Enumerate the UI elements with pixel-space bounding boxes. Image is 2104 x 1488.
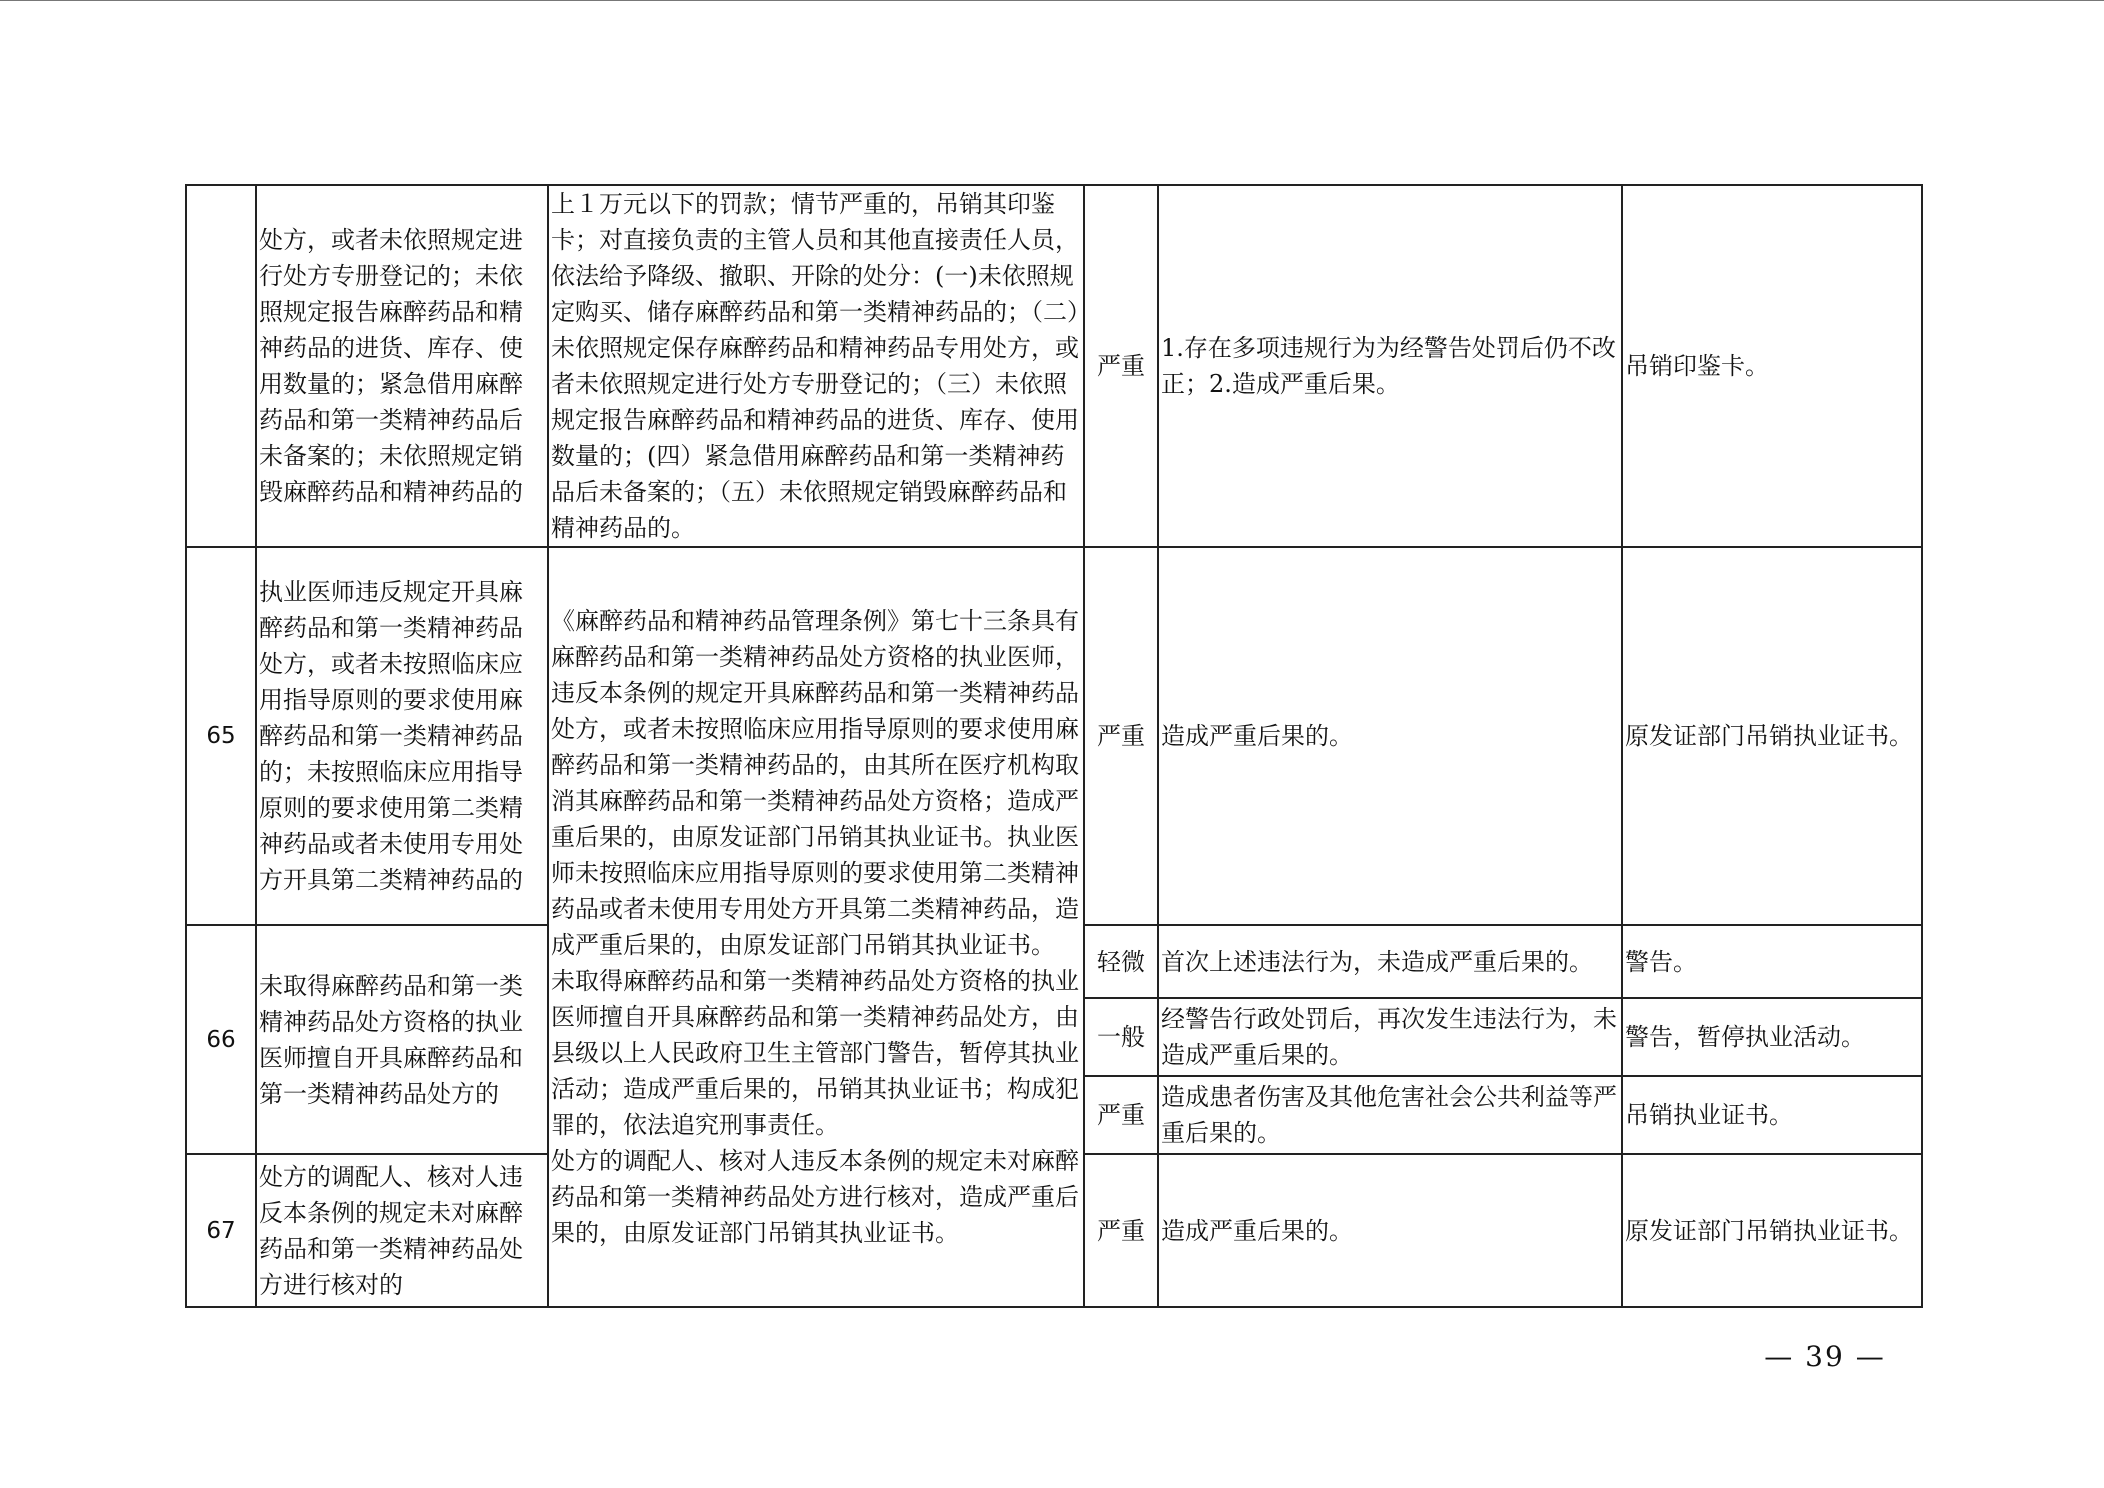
row-number: 65 <box>186 547 256 925</box>
severity-level: 严重 <box>1084 185 1158 547</box>
severity-level: 严重 <box>1084 1076 1158 1154</box>
penalty-cell: 吊销印鉴卡。 <box>1622 185 1922 547</box>
severity-level: 轻微 <box>1084 925 1158 998</box>
circumstance-cell: 造成严重后果的。 <box>1158 1154 1622 1307</box>
violation-cell: 执业医师违反规定开具麻醉药品和第一类精神药品处方，或者未按照临床应用指导原则的要求使用麻醉药品和第一类精神药品的；未按照临床应用指导原则的要求使用第二类精神药品或者未使用专用处方开具第二类精神药品的 <box>256 547 548 925</box>
severity-level: 一般 <box>1084 998 1158 1076</box>
penalty-cell: 警告，暂停执业活动。 <box>1622 998 1922 1076</box>
penalty-cell: 原发证部门吊销执业证书。 <box>1622 547 1922 925</box>
penalty-standard-table <box>185 184 1923 1308</box>
penalty-cell: 原发证部门吊销执业证书。 <box>1622 1154 1922 1307</box>
severity-level: 严重 <box>1084 1154 1158 1307</box>
severity-level: 严重 <box>1084 547 1158 925</box>
circumstance-cell: 造成患者伤害及其他危害社会公共利益等严重后果的。 <box>1158 1076 1622 1154</box>
circumstance-cell: 经警告行政处罚后，再次发生违法行为，未造成严重后果的。 <box>1158 998 1622 1076</box>
legal-basis-cell <box>548 547 1084 1307</box>
page-number: — 39 — <box>1764 1340 1886 1373</box>
table-row <box>186 185 1922 547</box>
penalty-cell: 吊销执业证书。 <box>1622 1076 1922 1154</box>
row-number <box>186 185 256 547</box>
violation-cell: 处方，或者未依照规定进行处方专册登记的；未依照规定报告麻醉药品和精神药品的进货、库存、使用数量的；紧急借用麻醉药品和第一类精神药品后未备案的；未依照规定销毁麻醉药品和精神药品的 <box>256 185 548 547</box>
basis-unqualified-prescriber: 未取得麻醉药品和第一类精神药品处方资格的执业医师擅自开具麻醉药品和第一类精神药品处方，由县级以上人民政府卫生主管部门警告，暂停其执业活动；造成严重后果的，吊销其执业证书；构成犯罪的，依法追究刑事责任。 <box>551 967 1079 1139</box>
violation-cell: 未取得麻醉药品和第一类精神药品处方资格的执业医师擅自开具麻醉药品和第一类精神药品处方的 <box>256 925 548 1154</box>
legal-basis-cell: 上１万元以下的罚款；情节严重的，吊销其印鉴卡；对直接负责的主管人员和其他直接责任人员，依法给予降级、撤职、开除的处分：(一)未依照规定购买、储存麻醉药品和第一类精神药品的；（二）未依照规定保存麻醉药品和精神药品专用处方，或者未依照规定进行处方专册登记的；（三）未依照规定报告麻醉药品和精神药品的进货、库存、使用数量的；(四）紧急借用麻醉药品和第一类精神药品后未备案的；（五）未依照规定销毁麻醉药品和精神药品的。 <box>548 185 1084 547</box>
circumstance-cell: 造成严重后果的。 <box>1158 547 1622 925</box>
circumstance-cell: 1.存在多项违规行为为经警告处罚后仍不改正；2.造成严重后果。 <box>1158 185 1622 547</box>
row-number: 67 <box>186 1154 256 1307</box>
basis-article-73: 《麻醉药品和精神药品管理条例》第七十三条具有麻醉药品和第一类精神药品处方资格的执业医师，违反本条例的规定开具麻醉药品和第一类精神药品处方，或者未按照临床应用指导原则的要求使用麻醉药品和第一类精神药品的，由其所在医疗机构取消其麻醉药品和第一类精神药品处方资格；造成严重后果的，由原发证部门吊销其执业证书。执业医师未按照临床应用指导原则的要求使用第二类精神药品或者未使用专用处方开具第二类精神药品，造成严重后果的，由原发证部门吊销其执业证书。 <box>551 607 1079 959</box>
basis-dispenser-checker: 处方的调配人、核对人违反本条例的规定未对麻醉药品和第一类精神药品处方进行核对，造成严重后果的，由原发证部门吊销其执业证书。 <box>551 1147 1079 1247</box>
violation-cell: 处方的调配人、核对人违反本条例的规定未对麻醉药品和第一类精神药品处方进行核对的 <box>256 1154 548 1307</box>
table-row <box>186 547 1922 925</box>
penalty-cell: 警告。 <box>1622 925 1922 998</box>
row-number: 66 <box>186 925 256 1154</box>
top-border-line <box>0 0 2104 2</box>
circumstance-cell: 首次上述违法行为，未造成严重后果的。 <box>1158 925 1622 998</box>
